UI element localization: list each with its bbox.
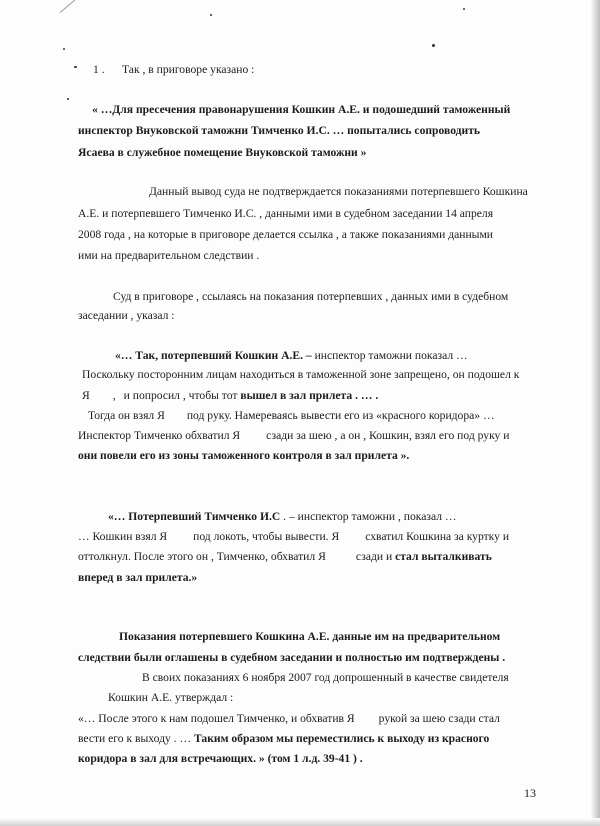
quote1-line-3: Ясаева в служебное помещение Внуковской таможни » xyxy=(78,146,367,159)
quote4-line-1: «… После этого к нам подошел Тимченко, и обхватив Я рукой за шею сзади стал xyxy=(78,712,500,725)
para2-line-2: заседании , указал : xyxy=(78,309,175,322)
quote4-line-3: коридора в зал для встречающих. » (том 1 л.д. 39-41 ) . xyxy=(78,752,363,765)
quote3-line-3: оттолкнул. После этого он , Тимченко, обхватил Я сзади и стал выталкивать xyxy=(78,550,492,563)
quote3-line-1: «… Потерпевший Тимченко И.С . – инспектор таможни , показал … xyxy=(108,510,457,523)
quote2-lead: «… Так, потерпевший Кошкин А.Е. – xyxy=(115,349,312,362)
scan-speck xyxy=(63,48,65,50)
quote1-line-2: инспектор Внуковской таможни Тимченко И.С. … попытались сопроводить xyxy=(78,124,481,137)
quote4-line-2: вести его к выходу . … Таким образом мы переместились к выходу из красного xyxy=(78,732,490,745)
quote1-line-1: « …Для пресечения правонарушения Кошкин А.Е. и подошедший таможенный xyxy=(92,103,511,116)
para3-line-2: Кошкин А.Е. утверждал : xyxy=(108,691,234,704)
page-edge-shadow xyxy=(590,0,600,826)
scan-speck xyxy=(74,66,77,68)
para1-line-1: Данный вывод суда не подтверждается показаниями потерпевшего Кошкина xyxy=(149,185,528,198)
quote2-lead-rest: инспектор таможни показал … xyxy=(311,349,468,362)
para3-line-1: В своих показаниях 6 ноября 2007 год допрошенный в качестве свидетеля xyxy=(142,671,509,684)
quote2-line-5: Инспектор Тимченко обхватил Я сзади за шею , а он , Кошкин, взял его под руку и xyxy=(78,429,510,442)
quote2-line-1 xyxy=(115,349,468,363)
page-bottom-shadow xyxy=(0,818,600,826)
quote3-line-2: … Кошкин взял Я под локоть, чтобы вывести. Я схватил Кошкина за куртку и xyxy=(78,530,510,543)
item-intro: Так , в приговоре указано : xyxy=(122,63,255,76)
heading2-line-2: следствии были оглашены в судебном заседании и полностью им подтверждены . xyxy=(78,651,506,664)
quote2-line-2: Поскольку посторонним лицам находиться в таможенной зоне запрещено, он подошел к xyxy=(82,368,520,381)
para1-line-4: ими на предварительном следствии . xyxy=(78,249,260,262)
para2-line-1: Суд в приговоре , ссылаясь на показания потерпевших , данных ими в судебном xyxy=(113,290,509,303)
page-number: 13 xyxy=(524,786,536,800)
quote2-line-3: Я , и попросил , чтобы тот вышел в зал прилета . … . xyxy=(82,389,379,402)
heading2-line-1: Показания потерпевшего Кошкина А.Е. данные им на предварительном xyxy=(119,630,501,643)
scan-speck xyxy=(432,44,435,47)
para1-line-3: 2008 года , на которые в приговоре делается ссылка , а также показаниями данными xyxy=(78,228,494,241)
scan-scratch xyxy=(60,0,77,13)
item-number: 1 . xyxy=(93,63,105,76)
scan-speck xyxy=(463,8,465,10)
scan-speck xyxy=(210,14,212,16)
quote2-line-6: они повели его из зоны таможенного контроля в зал прилета ». xyxy=(78,449,410,462)
para1-line-2: А.Е. и потерпевшего Тимченко И.С. , данными ими в судебном заседании 14 апреля xyxy=(78,207,494,220)
quote2-line-4: Тогда он взял Я под руку. Намереваясь вывести его из «красного коридора» … xyxy=(88,409,495,422)
quote3-line-4: вперед в зал прилета.» xyxy=(78,571,198,584)
scan-speck xyxy=(67,98,69,100)
